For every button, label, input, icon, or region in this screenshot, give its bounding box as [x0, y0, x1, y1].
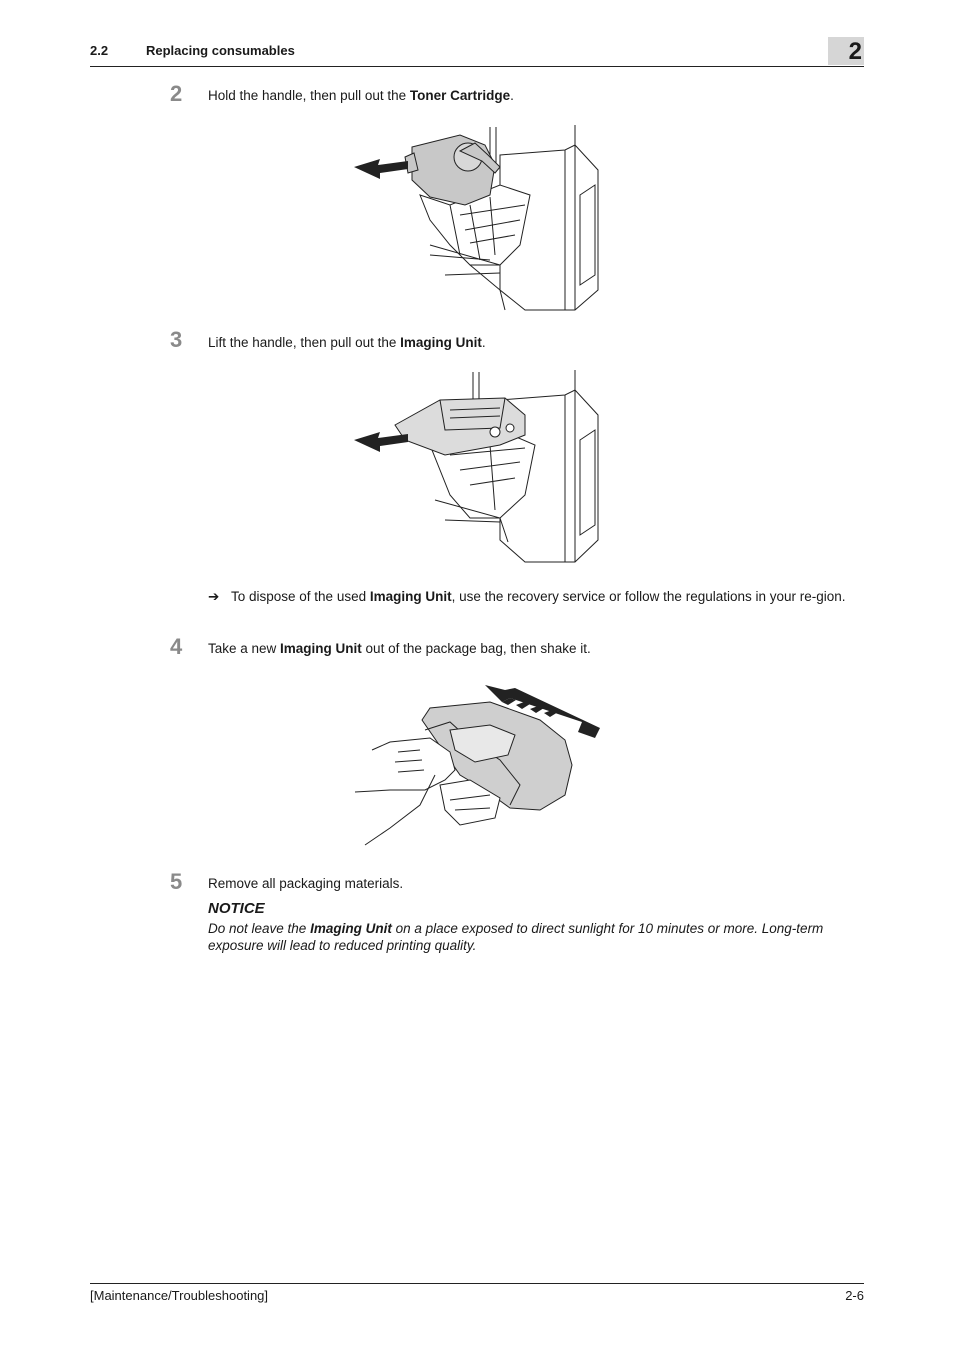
step-instruction: Lift the handle, then pull out the Imaging Unit.	[208, 335, 486, 350]
imaging-unit-removal-illustration	[350, 370, 605, 565]
page-number: 2-6	[845, 1288, 864, 1303]
step-instruction: Take a new Imaging Unit out of the package bag, then shake it.	[208, 641, 591, 656]
step-instruction: Hold the handle, then pull out the Toner Cartridge.	[208, 88, 514, 103]
imaging-unit-shake-illustration	[350, 680, 605, 850]
step-number: 4	[170, 634, 183, 659]
page-header	[90, 40, 864, 67]
section-number: 2.2	[90, 43, 109, 58]
notice-body: Do not leave the Imaging Unit on a place exposed to direct sunlight for 10 minutes or more. Long-term exposure will lead to reduced printing quality.	[208, 921, 824, 953]
step-number: 5	[170, 869, 183, 894]
section-title: Replacing consumables	[146, 43, 295, 58]
manual-title: [Maintenance/Troubleshooting]	[90, 1288, 269, 1303]
dispose-note-text: To dispose of the used Imaging Unit, use the recovery service or follow the regulations in your re-gion.	[231, 589, 846, 604]
arrow-icon: ➔	[208, 589, 220, 604]
page-footer	[90, 1283, 864, 1306]
step-number: 3	[170, 327, 183, 352]
step-instruction: Remove all packaging materials.	[208, 876, 404, 891]
toner-cartridge-removal-illustration	[350, 125, 605, 315]
notice-title: NOTICE	[208, 900, 265, 917]
chapter-badge: 2	[828, 37, 864, 65]
step-number: 2	[170, 81, 183, 106]
dispose-note	[208, 587, 868, 606]
